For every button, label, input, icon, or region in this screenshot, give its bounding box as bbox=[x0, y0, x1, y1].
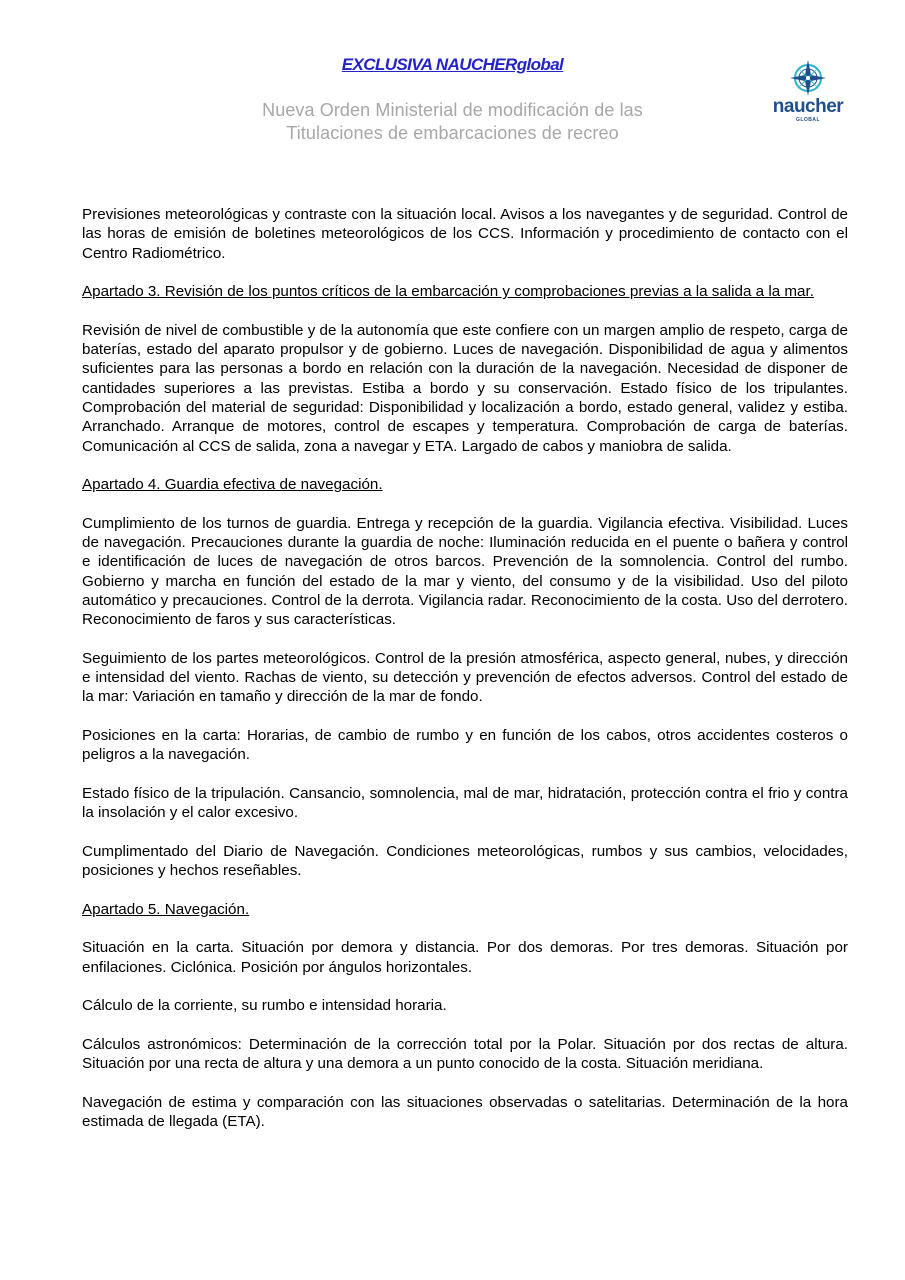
paragraph-navegacion-estima: Navegación de estima y comparación con las situaciones observadas o satelitarias. Determinación de la hora estimada de llegada (ETA). bbox=[82, 1093, 848, 1130]
header-subtitle bbox=[180, 99, 725, 145]
paragraph-diario-navegacion: Cumplimentado del Diario de Navegación. Condiciones meteorológicas, rumbos y sus cambios, velocidades, posiciones y hechos reseñables. bbox=[82, 842, 848, 880]
header-title-link[interactable]: EXCLUSIVA NAUCHERglobal bbox=[341, 55, 564, 74]
heading-apartado-3: Apartado 3. Revisión de los puntos críticos de la embarcación y comprobaciones previas a la salida a la mar. bbox=[82, 283, 814, 301]
paragraph-posiciones-carta: Posiciones en la carta: Horarias, de cambio de rumbo y en función de los cabos, otros accidentes costeros o peligros a la navegación. bbox=[82, 727, 848, 764]
heading-apartado-4: Apartado 4. Guardia efectiva de navegación. bbox=[82, 476, 383, 494]
heading-apartado-5: Apartado 5. Navegación. bbox=[82, 900, 250, 918]
logo-subtext: GLOBAL bbox=[795, 117, 821, 123]
paragraph-previsiones: Previsiones meteorológicas y contraste con la situación local. Avisos a los navegantes y de seguridad. Control de las horas de emisión de boletines meteorológicos de los CCS. Información y procedimiento de contacto con el Centro Radiométrico. bbox=[82, 206, 848, 262]
logo-wordmark: naucher bbox=[772, 96, 844, 117]
paragraph-situacion-carta: Situación en la carta. Situación por demora y distancia. Por dos demoras. Por tres demoras. Situación por enfilaciones. Ciclónica. Posición por ángulos horizontales. bbox=[82, 939, 848, 976]
paragraph-calculo-corriente: Cálculo de la corriente, su rumbo e intensidad horaria. bbox=[82, 997, 447, 1015]
paragraph-partes-meteorologicos: Seguimiento de los partes meteorológicos. Control de la presión atmosférica, aspecto general, nubes, y dirección e intensidad del viento. Rachas de viento, su detección y prevención de efectos adversos. Control del estado de la mar: Variación en tamaño y dirección de la mar de fondo. bbox=[82, 649, 848, 706]
paragraph-estado-fisico: Estado físico de la tripulación. Cansancio, somnolencia, mal de mar, hidratación, protección contra el frio y contra la insolación y el calor excesivo. bbox=[82, 784, 848, 822]
document-body bbox=[82, 205, 848, 1151]
paragraph-calculos-astronomicos: Cálculos astronómicos: Determinación de la corrección total por la Polar. Situación por dos rectas de altura. Situación por una recta de altura y una demora a un punto conocido de la costa. Situación meridiana. bbox=[82, 1035, 848, 1073]
compass-rose-icon bbox=[760, 58, 856, 98]
subtitle-line-2: Titulaciones de embarcaciones de recreo bbox=[286, 123, 619, 143]
paragraph-revision: Revisión de nivel de combustible y de la autonomía que este confiere con un margen amplio de respeto, carga de baterías, estado del aparato propulsor y de gobierno. Luces de navegación. Disponibilidad de agua y alimentos suficientes para las personas a bordo en relación con la duración de la navegación. Necesidad de disponer de cantidades superiores a las previstas. Estiba a bordo y su conservación. Estado físico de los tripulantes. Comprobación del material de seguridad: Disponibilidad y localización a bordo, estado general, validez y estiba. Arranchado. Arranque de motores, control de escapes y temperatura. Comprobación de carga de baterías. Comunicación al CCS de salida, zona a navegar y ETA. Largado de cabos y maniobra de salida. bbox=[82, 321, 848, 455]
naucher-logo bbox=[760, 58, 856, 128]
paragraph-turnos-guardia: Cumplimiento de los turnos de guardia. Entrega y recepción de la guardia. Vigilancia efectiva. Visibilidad. Luces de navegación. Precauciones durante la guardia de noche: Iluminación reducida en el puente o bañera y control e identificación de luces de navegación de otros barcos. Prevención de la somnolencia. Control del rumbo. Gobierno y marcha en función del estado de la mar y viento, del consumo y de la visibilidad. Uso del piloto automático y precauciones. Control de la derrota. Vigilancia radar. Reconocimiento de la costa. Uso del derrotero. Reconocimiento de faros y sus características. bbox=[82, 514, 848, 629]
subtitle-line-1: Nueva Orden Ministerial de modificación de las bbox=[262, 100, 643, 120]
